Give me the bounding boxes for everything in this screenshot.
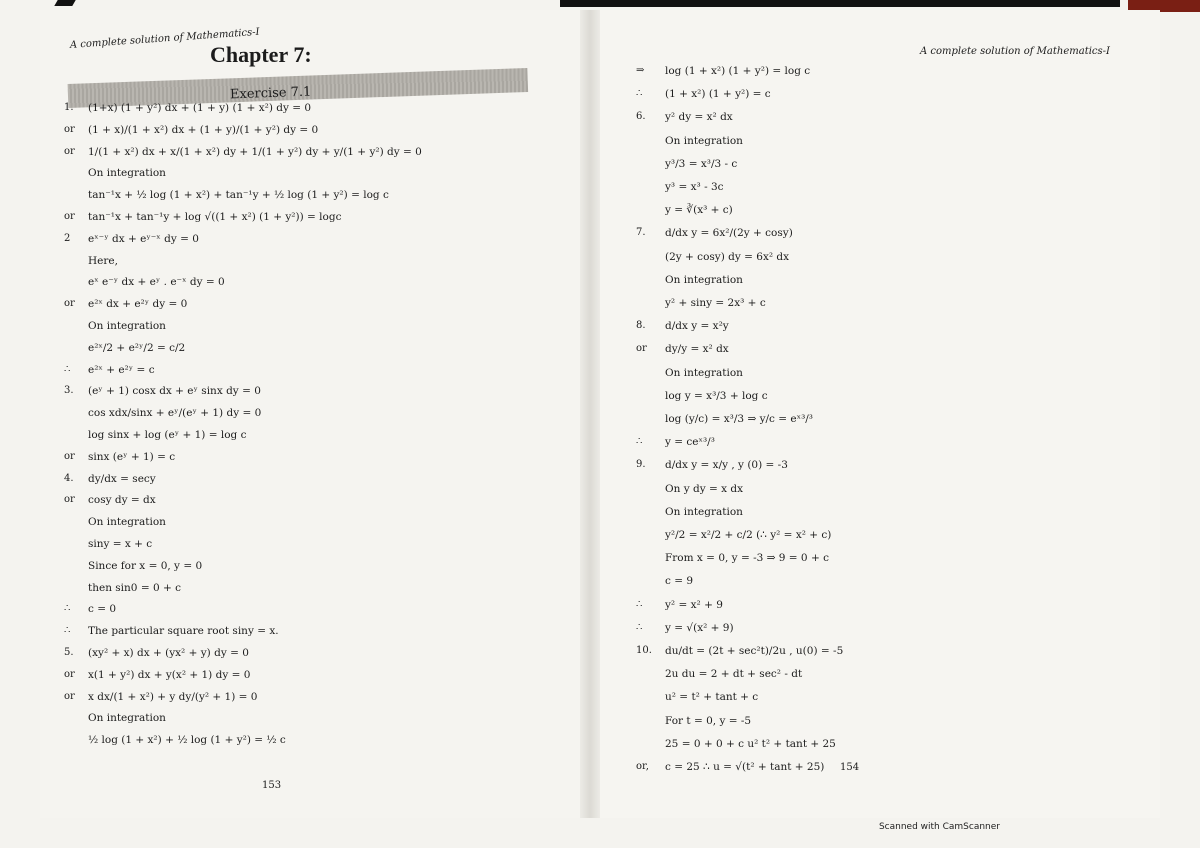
math-line: Since for x = 0, y = 0	[88, 559, 203, 572]
line-marker: 2	[64, 232, 71, 244]
math-line: (1 + x)/(1 + x²) dx + (1 + y)/(1 + y²) dy = 0	[88, 123, 319, 136]
math-line: On integration	[88, 320, 166, 332]
math-line: (1 + x²) (1 + y²) = c	[665, 88, 771, 101]
line-marker: 10.	[636, 645, 652, 656]
math-line: 25 = 0 + 0 + c u² t² + tant + 25	[665, 737, 836, 750]
math-line: On integration	[665, 505, 743, 518]
math-line: (eʸ + 1) cosx dx + eʸ sinx dy = 0	[88, 385, 261, 398]
math-line: log y = x³/3 + log c	[665, 389, 768, 402]
math-line: log (1 + x²) (1 + y²) = log c	[665, 65, 811, 77]
math-line: then sin0 = 0 + c	[88, 581, 181, 594]
math-line: cos xdx/sinx + eʸ/(eʸ + 1) dy = 0	[88, 407, 262, 420]
math-line: dy/dx = secy	[88, 472, 156, 485]
math-line: c = 9	[665, 575, 694, 588]
line-marker: ⇒	[636, 65, 645, 76]
line-marker: 5.	[64, 647, 74, 658]
right-page	[600, 10, 1160, 818]
math-line: e²ˣ dx + e²ʸ dy = 0	[88, 298, 188, 311]
math-line: 1/(1 + x²) dx + x/(1 + x²) dy + 1/(1 + y²) dy + y/(1 + y²) dy = 0	[88, 145, 422, 158]
math-line: log (y/c) = x³/3 ⇒ y/c = eˣ³/³	[665, 413, 814, 425]
left-running-header: A complete solution of Mathematics-I	[69, 26, 260, 51]
math-line: u² = t² + tant + c	[665, 691, 759, 704]
exercise-title: Exercise 7.1	[229, 84, 312, 103]
math-line: On integration	[88, 167, 166, 180]
line-marker: ∴	[64, 625, 71, 637]
math-line: ½ log (1 + x²) + ½ log (1 + y²) = ½ c	[88, 734, 286, 747]
line-marker: or	[64, 450, 75, 462]
math-line: From x = 0, y = -3 ⇒ 9 = 0 + c	[665, 552, 829, 565]
line-marker: ∴	[64, 363, 71, 375]
math-line: x(1 + y²) dx + y(x² + 1) dy = 0	[88, 668, 251, 681]
math-line: y² dy = x² dx	[665, 111, 733, 124]
scan-edge-left	[54, 0, 75, 6]
math-line: c = 25 ∴ u = √(t² + tant + 25)	[665, 761, 825, 773]
math-line: y = ∛(x³ + c)	[665, 204, 733, 217]
right-running-header: A complete solution of Mathematics-I	[920, 46, 1110, 57]
math-line: tan⁻¹x + tan⁻¹y + log √((1 + x²) (1 + y²)) = logc	[88, 211, 342, 223]
line-marker: or,	[636, 761, 649, 772]
math-line: c = 0	[88, 603, 117, 616]
math-line: 2u du = 2 + dt + sec² - dt	[665, 668, 803, 681]
line-marker: or	[64, 211, 75, 222]
line-marker: ∴	[636, 436, 643, 448]
line-marker: ∴	[64, 603, 71, 615]
line-marker: or	[64, 668, 75, 680]
scanner-watermark: Scanned with CamScanner	[878, 822, 1000, 832]
math-line: y = ceˣ³/³	[665, 436, 715, 449]
math-line: e²ˣ/2 + e²ʸ/2 = c/2	[88, 341, 186, 354]
line-marker: 7.	[636, 227, 646, 239]
math-line: d/dx y = 6x²/(2y + cosy)	[665, 227, 793, 240]
math-line: dy/y = x² dx	[665, 343, 729, 356]
line-marker: or	[64, 298, 75, 310]
math-line: y² = x² + 9	[665, 598, 723, 611]
right-page-number: 154	[840, 762, 860, 773]
book-spine	[580, 10, 600, 818]
line-marker: 8.	[636, 320, 646, 332]
math-line: y³ = x³ - 3c	[665, 181, 724, 193]
line-marker: or	[636, 343, 647, 355]
math-line: y³/3 = x³/3 - c	[665, 157, 738, 170]
scan-edge-dark	[560, 0, 1120, 7]
math-line: siny = x + c	[88, 538, 153, 550]
math-line: The particular square root siny = x.	[88, 625, 279, 638]
math-line: cosy dy = dx	[88, 494, 156, 507]
line-marker: or	[64, 123, 75, 135]
math-line: log sinx + log (eʸ + 1) = log c	[88, 429, 247, 441]
left-page	[40, 10, 580, 818]
line-marker: 3.	[64, 385, 74, 397]
math-line: On integration	[88, 516, 166, 529]
math-line: d/dx y = x/y , y (0) = -3	[665, 459, 788, 472]
line-marker: or	[64, 145, 75, 157]
chapter-title: Chapter 7:	[210, 42, 312, 67]
line-marker: 9.	[636, 459, 646, 471]
math-line: x dx/(1 + x²) + y dy/(y² + 1) = 0	[88, 690, 258, 703]
left-page-number: 153	[262, 780, 282, 791]
math-line: (xy² + x) dx + (yx² + y) dy = 0	[88, 647, 249, 659]
math-line: Here,	[88, 254, 118, 267]
line-marker: 4.	[64, 472, 74, 484]
math-line: y²/2 = x²/2 + c/2 (∴ y² = x² + c)	[665, 529, 832, 541]
math-line: y² + siny = 2x³ + c	[665, 297, 766, 309]
math-line: d/dx y = x²y	[665, 320, 729, 333]
math-line: (2y + cosy) dy = 6x² dx	[665, 250, 790, 263]
math-line: eˣ⁻ʸ dx + eʸ⁻ˣ dy = 0	[88, 232, 199, 245]
line-marker: or	[64, 494, 75, 506]
math-line: (1+x) (1 + y²) dx + (1 + y) (1 + x²) dy = 0	[88, 102, 312, 114]
math-line: y = √(x² + 9)	[665, 621, 734, 634]
math-line: e²ˣ + e²ʸ = c	[88, 363, 155, 376]
line-marker: 6.	[636, 111, 646, 123]
math-line: On integration	[665, 273, 743, 286]
line-marker: ∴	[636, 88, 643, 100]
line-marker: 1.	[64, 102, 74, 113]
math-line: tan⁻¹x + ½ log (1 + x²) + tan⁻¹y + ½ log (1 + y²) = log c	[88, 189, 389, 202]
math-line: On integration	[88, 712, 166, 725]
math-line: du/dt = (2t + sec²t)/2u , u(0) = -5	[665, 645, 844, 657]
line-marker: ∴	[636, 621, 643, 633]
math-line: On integration	[665, 366, 743, 379]
math-line: sinx (eʸ + 1) = c	[88, 450, 176, 463]
line-marker: or	[64, 690, 75, 702]
math-line: On integration	[665, 134, 743, 147]
line-marker: ∴	[636, 598, 643, 610]
math-line: On y dy = x dx	[665, 482, 744, 495]
math-line: For t = 0, y = -5	[665, 714, 752, 727]
math-line: eˣ e⁻ʸ dx + eʸ . e⁻ˣ dy = 0	[88, 276, 225, 289]
